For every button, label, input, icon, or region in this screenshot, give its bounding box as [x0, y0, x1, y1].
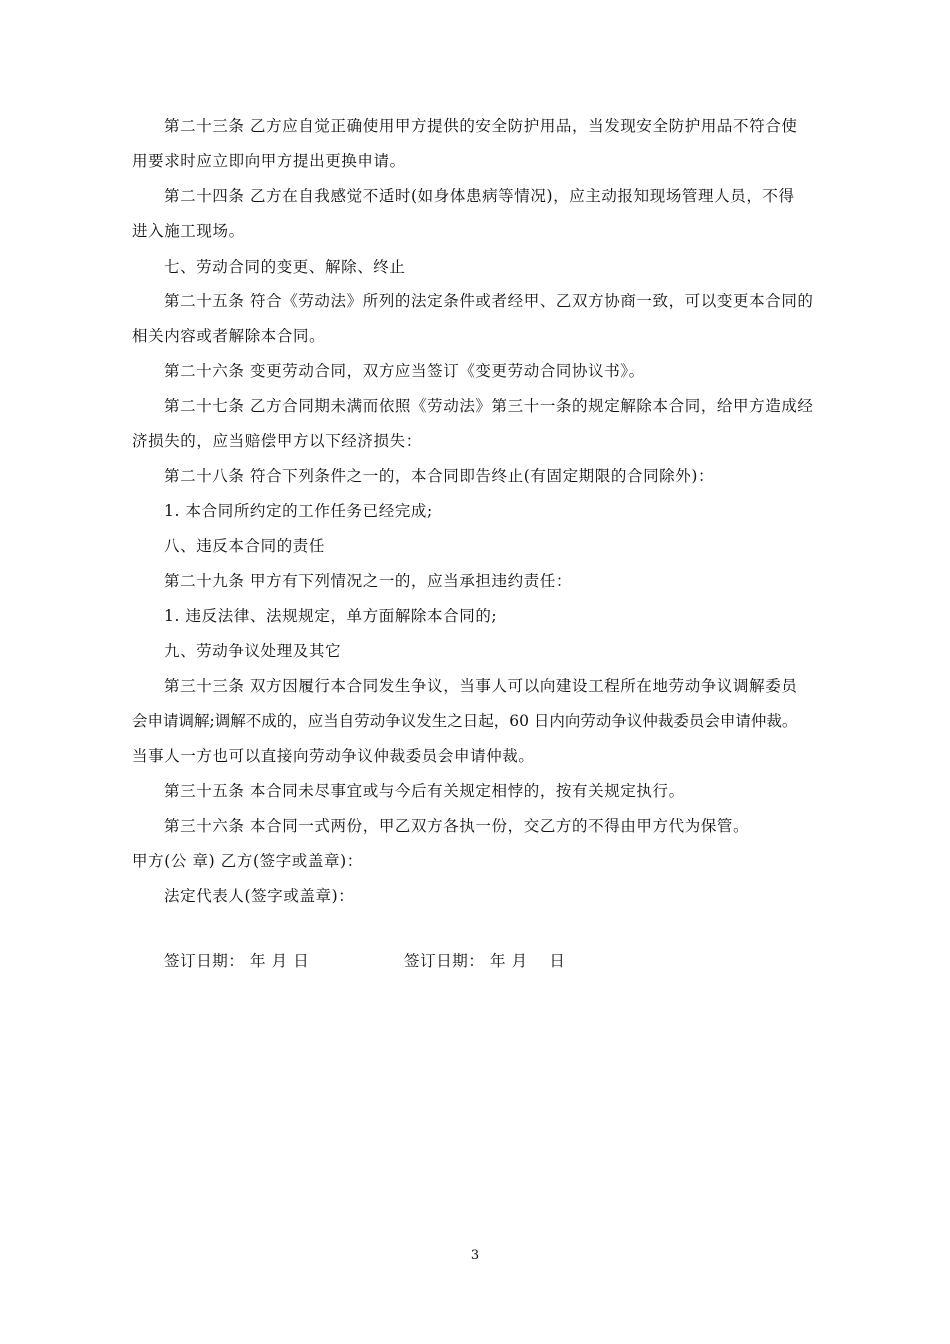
paragraph-line: 济损失的，应当赔偿甲方以下经济损失： [132, 432, 422, 450]
legal-representative-line: 法定代表人(签字或盖章)： [164, 887, 355, 905]
paragraph-line: 用要求时应立即向甲方提出更换申请。 [132, 152, 406, 170]
paragraph-line: 当事人一方也可以直接向劳动争议仲裁委员会申请仲裁。 [132, 747, 535, 765]
paragraph-line: 第二十三条 乙方应自觉正确使用甲方提供的安全防护用品，当发现安全防护用品不符合使 [164, 117, 798, 135]
paragraph-line: 第二十六条 变更劳动合同，双方应当签订《变更劳动合同协议书》。 [164, 362, 645, 380]
signing-date-right: 签订日期： 年 月 日 [404, 952, 566, 970]
page-number: 3 [470, 1248, 480, 1263]
paragraph-line: 第二十九条 甲方有下列情况之一的，应当承担违约责任： [164, 572, 573, 590]
signing-date-left: 签订日期： 年 月 日 [164, 952, 310, 970]
paragraph-line: 第三十三条 双方因履行本合同发生争议，当事人可以向建设工程所在地劳动争议调解委员 [164, 677, 798, 695]
section-heading: 八、违反本合同的责任 [164, 537, 326, 555]
paragraph-line: 第三十六条 本合同一式两份，甲乙双方各执一份，交乙方的不得由甲方代为保管。 [164, 817, 750, 835]
signature-party-line: 甲方(公 章) 乙方(签字或盖章)： [132, 852, 363, 870]
paragraph-line: 进入施工现场。 [132, 222, 245, 240]
section-heading: 七、劳动合同的变更、解除、终止 [164, 258, 406, 276]
paragraph-line: 相关内容或者解除本合同。 [132, 327, 326, 345]
paragraph-line: 会申请调解;调解不成的，应当自劳动争议发生之日起，60 日内向劳动争议仲裁委员会申请仲裁。 [132, 712, 798, 730]
paragraph-line: 第二十八条 符合下列条件之一的，本合同即告终止(有固定期限的合同除外)： [164, 467, 715, 485]
paragraph-line: 第三十五条 本合同未尽事宜或与今后有关规定相悖的，按有关规定执行。 [164, 782, 685, 800]
list-item: 1. 违反法律、法规规定，单方面解除本合同的; [164, 607, 498, 625]
section-heading: 九、劳动争议处理及其它 [164, 642, 342, 660]
paragraph-line: 第二十四条 乙方在自我感觉不适时(如身体患病等情况)，应主动报知现场管理人员，不得 [164, 187, 795, 205]
paragraph-line: 第二十七条 乙方合同期未满而依照《劳动法》第三十一条的规定解除本合同，给甲方造成经 [164, 397, 814, 415]
paragraph-line: 第二十五条 符合《劳动法》所列的法定条件或者经甲、乙双方协商一致，可以变更本合同的 [164, 292, 814, 310]
list-item: 1. 本合同所约定的工作任务已经完成; [164, 502, 433, 520]
